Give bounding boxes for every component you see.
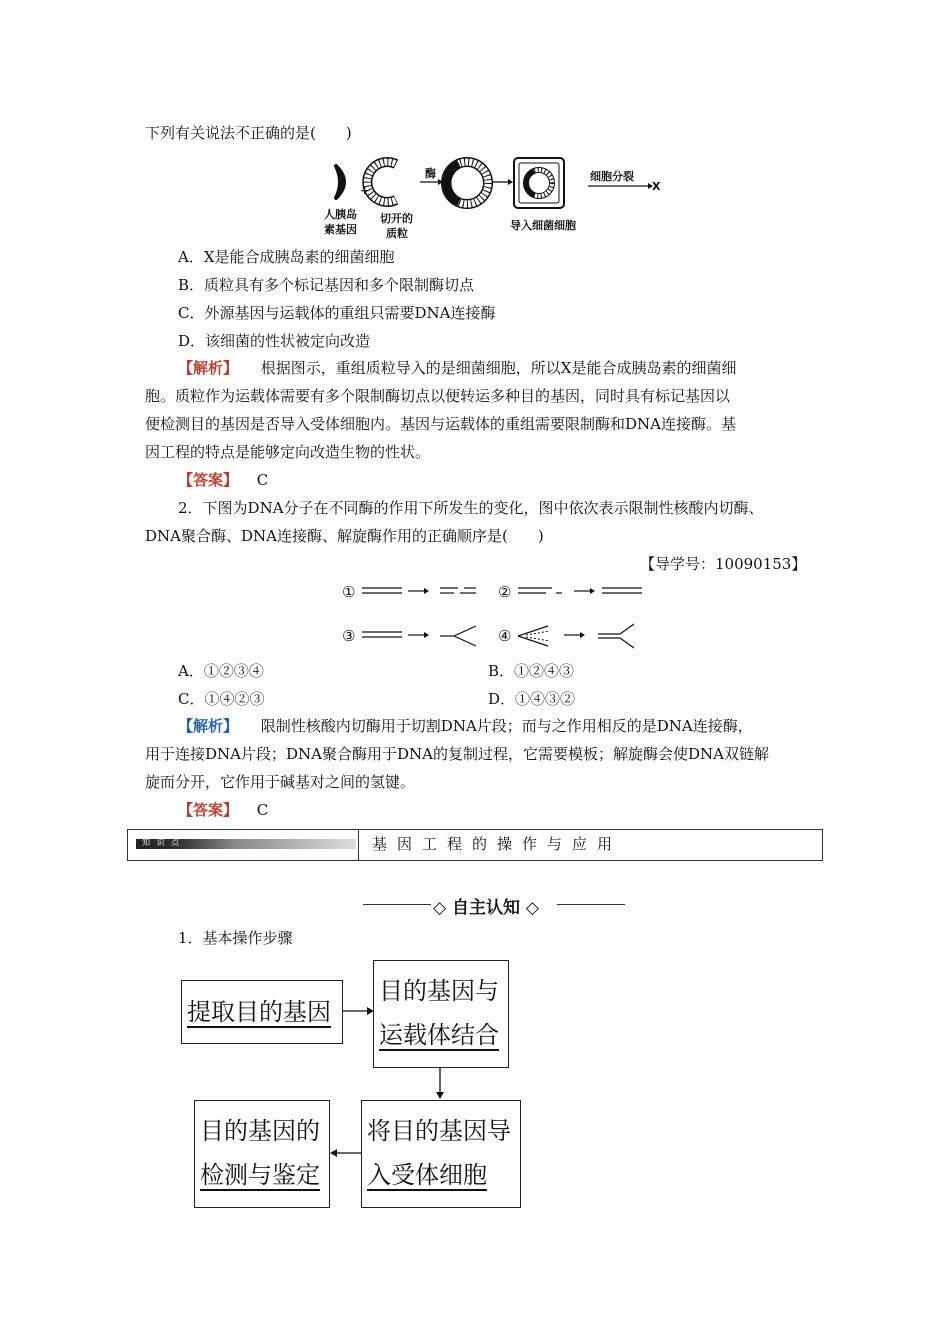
arrow-right: [343, 1005, 375, 1017]
q1-option-a: A．X是能合成胰岛素的细菌细胞: [178, 248, 395, 266]
q1-answer: [178, 470, 268, 490]
import-label: 导入细菌细胞: [510, 219, 576, 232]
q2-analysis-line3: 旋而分开，它作用于碱基对之间的氢键。: [145, 773, 416, 791]
badge-bar: [136, 839, 356, 849]
q1-analysis-line3: 便检测目的基因是否导入受体细胞内。基因与运载体的重组需要限制酶和DNA连接酶。基: [145, 415, 736, 433]
q1-option-d: D．该细菌的性状被定向改造: [178, 332, 371, 350]
plasmid-label-line2: 质粒: [386, 227, 408, 240]
q1-analysis-line2: 胞。质粒作为运载体需要有多个限制酶切点以便转运多种目的基因，同时具有标记基因以: [145, 387, 731, 405]
cell-division-label: 细胞分裂: [590, 170, 634, 183]
step-box-extract: [181, 980, 343, 1044]
q2-stem-line1: 2．下图为DNA分子在不同酶的作用下所发生的变化，图中依次表示限制性核酸内切酶、: [178, 499, 764, 517]
q1-figure: [320, 152, 665, 240]
q2-figure: [330, 578, 650, 652]
step-combine-line1: 目的基因与: [379, 977, 499, 1005]
recombinant-plasmid-shape: [446, 162, 488, 204]
arrow-left: [329, 1147, 361, 1159]
step-import-line2: 入受体细胞: [367, 1161, 487, 1189]
cut-plasmid-shape: [367, 162, 396, 202]
knowledge-point-banner: [127, 829, 823, 861]
guide-number: 【导学号：10090153】: [640, 555, 807, 573]
analysis-tag: 【解析】: [178, 359, 239, 377]
fig-label-1: ①: [342, 583, 356, 601]
step-combine-line2: 运载体结合: [379, 1021, 499, 1049]
step-box-detect: [194, 1100, 330, 1208]
answer-tag: 【答案】: [178, 471, 239, 489]
q1-option-c: C．外源基因与运载体的重组只需要DNA连接酶: [178, 304, 496, 322]
step-import-line1: 将目的基因导: [367, 1117, 511, 1145]
step-box-import: [361, 1100, 521, 1208]
analysis-tag-2: 【解析】: [178, 717, 239, 735]
arrow-down: [434, 1068, 446, 1100]
section-title: ◇ 自主认知 ◇: [433, 898, 539, 918]
q2-analysis-line1: [178, 716, 753, 736]
analysis-text: 根据图示，重组质粒导入的是细菌细胞，所以X是能合成胰岛素的细菌细: [260, 359, 737, 377]
fig-label-4: ④: [498, 627, 512, 645]
panel-4: [518, 624, 634, 648]
q2-option-c: C．①④②③: [178, 690, 265, 708]
q1-analysis-line4: 因工程的特点是能够定向改造生物的性状。: [145, 443, 431, 461]
step-box-combine: [373, 960, 509, 1068]
step-extract-text: 提取目的基因: [187, 998, 331, 1026]
x-label: X: [652, 180, 661, 193]
q2-stem-line2: DNA聚合酶、DNA连接酶、解旋酶作用的正确顺序是( ): [145, 527, 544, 545]
q1-option-b: B．质粒具有多个标记基因和多个限制酶切点: [178, 276, 475, 294]
panel-3: [362, 626, 476, 646]
section-heading: [363, 893, 625, 918]
answer-value: C: [256, 471, 269, 489]
gene-label-line2: 素基因: [324, 223, 357, 236]
knowledge-point-title: 基因工程的操作与应用: [372, 835, 623, 853]
rule-right: [557, 904, 625, 905]
insulin-gene-shape: [336, 166, 344, 198]
knowledge-point-badge: [128, 830, 359, 860]
q2-option-a: A．①②③④: [178, 662, 264, 680]
panel-2: [518, 588, 642, 594]
bacterium-cell-shape: [514, 158, 564, 208]
step-detect-line1: 目的基因的: [200, 1117, 320, 1145]
enzyme-label: 酶: [425, 167, 436, 180]
q1-stem: 下列有关说法不正确的是( ): [145, 124, 352, 142]
analysis-text-2: 限制性核酸内切酶用于切割DNA片段；而与之作用相反的是DNA连接酶，: [260, 717, 753, 735]
step-detect-line2: 检测与鉴定: [200, 1161, 320, 1189]
q2-option-d: D．①④③②: [488, 690, 576, 708]
plasmid-label-line1: 切开的: [380, 212, 413, 225]
gene-label-line1: 人胰岛: [324, 208, 357, 221]
q1-analysis-line1: [178, 358, 736, 378]
fig-label-3: ③: [342, 627, 356, 645]
panel-1: [362, 588, 476, 594]
q2-analysis-line2: 用于连接DNA片段；DNA聚合酶用于DNA的复制过程，它需要模板；解旋酶会使DNA双链解: [145, 745, 769, 763]
fig-label-2: ②: [498, 583, 512, 601]
q2-option-b: B．①②④③: [488, 662, 575, 680]
answer-tag-2: 【答案】: [178, 801, 239, 819]
q2-answer: [178, 800, 268, 820]
rule-left: [363, 904, 431, 905]
plus-sign: +: [360, 184, 370, 197]
badge-text: 知 识 点: [142, 838, 182, 847]
answer-value-2: C: [256, 801, 269, 819]
steps-heading: 1．基本操作步骤: [178, 929, 293, 947]
